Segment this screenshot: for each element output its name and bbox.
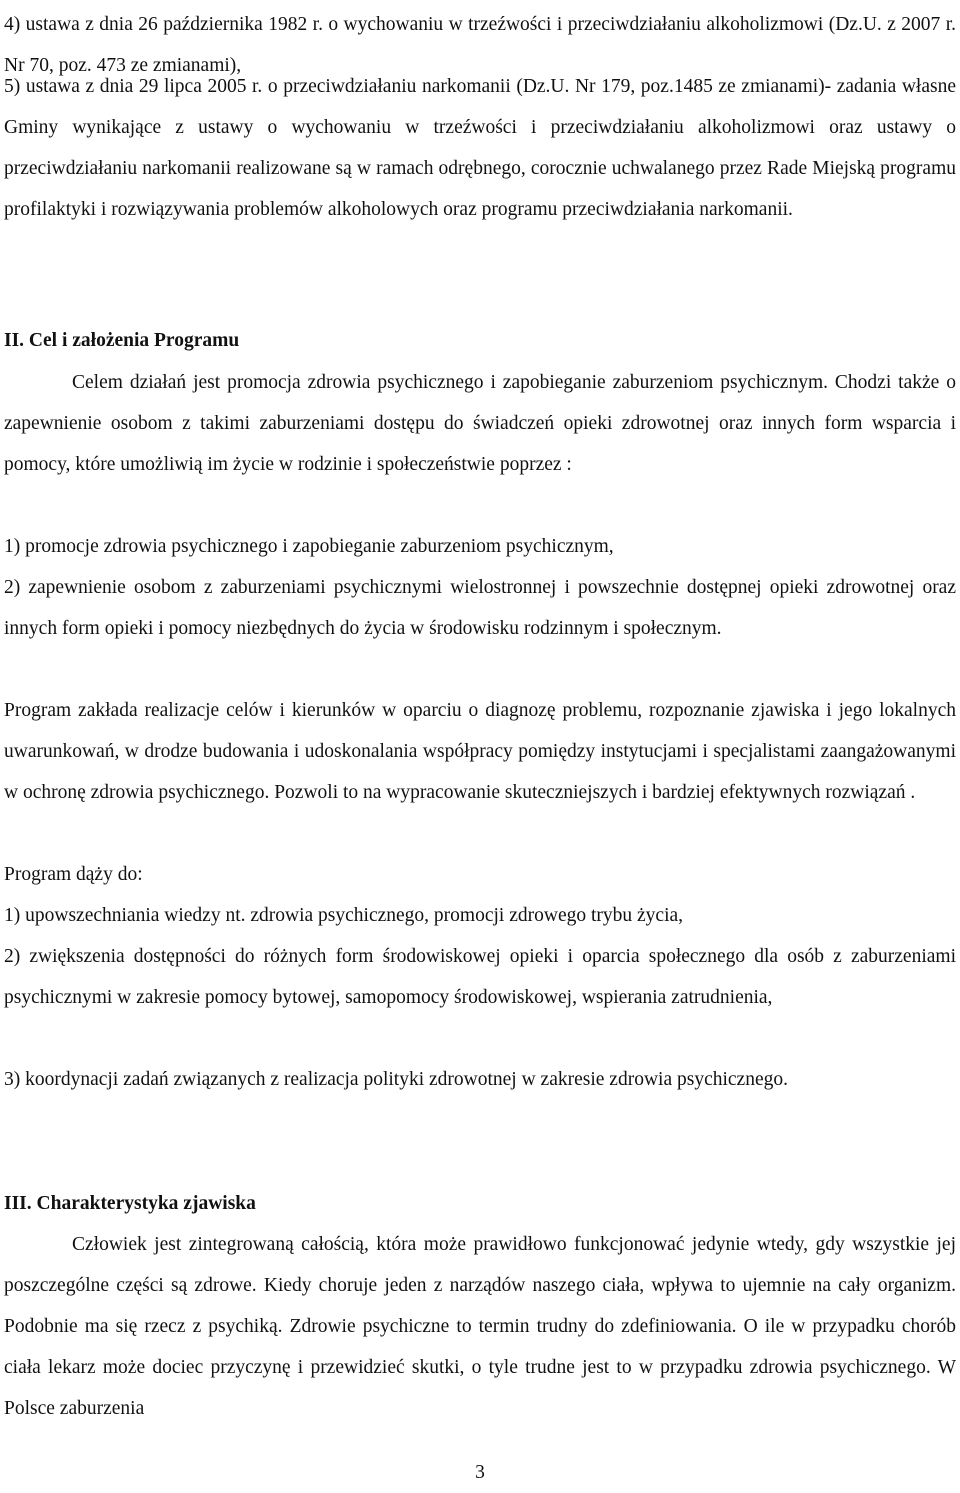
paragraph-law-4: 4) ustawa z dnia 26 października 1982 r. o wychowaniu w trzeźwości i przeciwdziałaniu alkoholizmowi (Dz.U. z 2007 r. Nr 70, poz. 473 ze zmianami), bbox=[4, 14, 956, 76]
list-item-goal-1: 1) promocje zdrowia psychicznego i zapobieganie zaburzeniom psychicznym, bbox=[4, 536, 614, 557]
section-heading-goals: II. Cel i założenia Programu bbox=[4, 330, 240, 351]
paragraph-program-aims: Program dąży do: bbox=[4, 864, 143, 885]
list-item-aim-1: 1) upowszechniania wiedzy nt. zdrowia psychicznego, promocji zdrowego trybu życia, bbox=[4, 905, 684, 926]
list-item-goal-2: 2) zapewnienie osobom z zaburzeniami psychicznymi wielostronnej i powszechnie dostępnej opieki zdrowotnej oraz innych form opieki i pomocy niezbędnych do życia w środowisku rodzinnym i społecznym. bbox=[4, 577, 956, 639]
paragraph-law-5: 5) ustawa z dnia 29 lipca 2005 r. o przeciwdziałaniu narkomanii (Dz.U. Nr 179, poz.1485 ze zmianami)- zadania własne Gminy wynikające z ustawy o wychowaniu w trzeźwości i przeciwdziałaniu alkoholizmowi oraz ustawy o przeciwdziałaniu narkomanii realizowane są w ramach odrębnego, corocznie uchwalanego przez Rade Miejską programu profilaktyki i rozwiązywania problemów alkoholowych oraz programu przeciwdziałania narkomanii. bbox=[4, 76, 956, 220]
paragraph-goal-intro bbox=[4, 362, 956, 485]
paragraph-program-assumes: Program zakłada realizacje celów i kierunków w oparciu o diagnozę problemu, rozpoznanie zjawiska i jego lokalnych uwarunkowań, w drodze budowania i udoskonalania współpracy pomiędzy instytucjami i specjalistami zaangażowanymi w ochronę zdrowia psychicznego. Pozwoli to na wypracowanie skuteczniejszych i bardziej efektywnych rozwiązań . bbox=[4, 700, 956, 803]
list-item-aim-2: 2) zwiększenia dostępności do różnych form środowiskowej opieki i oparcia społecznego dla osób z zaburzeniami psychicznymi w zakresie pomocy bytowej, samopomocy środowiskowej, wspierania zatrudnienia, bbox=[4, 946, 956, 1008]
paragraph-characteristics bbox=[4, 1224, 956, 1429]
section-heading-characteristics: III. Charakterystyka zjawiska bbox=[4, 1193, 256, 1214]
paragraph-characteristics-text: Człowiek jest zintegrowaną całością, która może prawidłowo funkcjonować jedynie wtedy, gdy wszystkie jej poszczególne części są zdrowe. Kiedy choruje jeden z narządów naszego ciała, wpływa to ujemnie na cały organizm. Podobnie ma się rzecz z psychiką. Zdrowie psychiczne to termin trudny do zdefiniowania. O ile w przypadku chorób ciała lekarz może dociec przyczynę i przewidzieć skutki, o tyle trudne jest to w przypadku zdrowia psychicznego. W Polsce zaburzenia bbox=[4, 1234, 956, 1419]
paragraph-goal-intro-text: Celem działań jest promocja zdrowia psychicznego i zapobieganie zaburzeniom psychicznym. Chodzi także o zapewnienie osobom z takimi zaburzeniami dostępu do świadczeń opieki zdrowotnej oraz innych form wsparcia i pomocy, które umożliwią im życie w rodzinie i społeczeństwie poprzez : bbox=[4, 372, 956, 475]
page-number: 3 bbox=[475, 1462, 485, 1483]
list-item-aim-3: 3) koordynacji zadań związanych z realizacja polityki zdrowotnej w zakresie zdrowia psychicznego. bbox=[4, 1069, 788, 1090]
